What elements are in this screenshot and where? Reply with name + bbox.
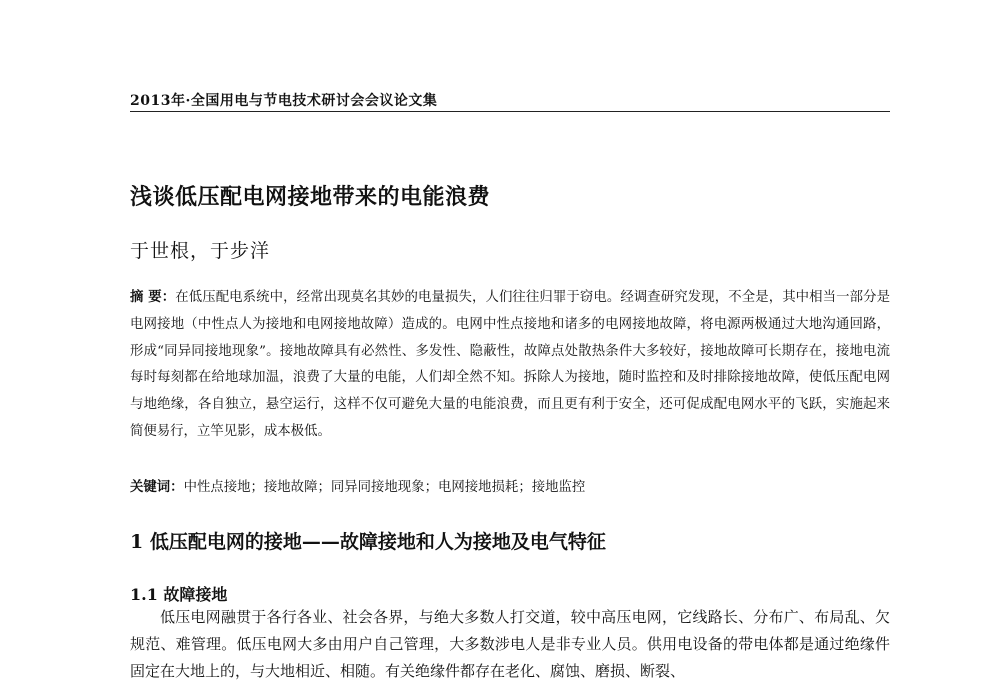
abstract-label: 摘 要： — [130, 289, 176, 305]
subsection-heading: 1.1 故障接地 — [130, 585, 228, 604]
paper-authors: 于世根，于步洋 — [130, 240, 271, 262]
keywords — [130, 474, 890, 501]
paper-title: 浅谈低压配电网接地带来的电能浪费 — [130, 184, 491, 210]
keywords-label: 关键词： — [130, 479, 184, 495]
keywords-text: 中性点接地；接地故障；同异同接地现象；电网接地损耗；接地监控 — [183, 480, 586, 495]
body-paragraph: 低压电网融贯于各行各业、社会各界，与绝大多数人打交道，较中高压电网，它线路长、分布广、布局乱、欠规范、难管理。低压电网大多由用户自己管理，大多数涉电人是非专业人员。供用电设备的带电体都是通过绝缘件固定在大地上的，与大地相近、相随。有关绝缘件都存在老化、腐蚀、磨损、断裂、 — [130, 608, 890, 680]
header-rule — [130, 111, 890, 112]
section-heading: 1 低压配电网的接地——故障接地和人为接地及电气特征 — [130, 531, 606, 553]
abstract-text: 在低压配电系统中，经常出现莫名其妙的电量损失，人们往往归罪于窃电。经调查研究发现，不全是，其中相当一部分是电网接地（中性点人为接地和电网接地故障）造成的。电网中性点接地和诸多的电网接地故障，将电源两极通过大地沟通回路，形成“同异同接地现象”。接地故障具有必然性、多发性、隐蔽性，故障点处散热条件大多较好，接地故障可长期存在，接地电流每时每刻都在给地球加温，浪费了大量的电能，人们却全然不知。拆除人为接地，随时监控和及时排除接地故障，使低压配电网与地绝缘，各自独立，悬空运行，这样不仅可避免大量的电能浪费，而且更有利于安全，还可促成配电网水平的飞跃，实施起来简便易行，立竿见影，成本极低。 — [130, 290, 890, 439]
running-header: 2013年·全国用电与节电技术研讨会会议论文集 — [130, 93, 438, 109]
abstract — [130, 284, 890, 446]
